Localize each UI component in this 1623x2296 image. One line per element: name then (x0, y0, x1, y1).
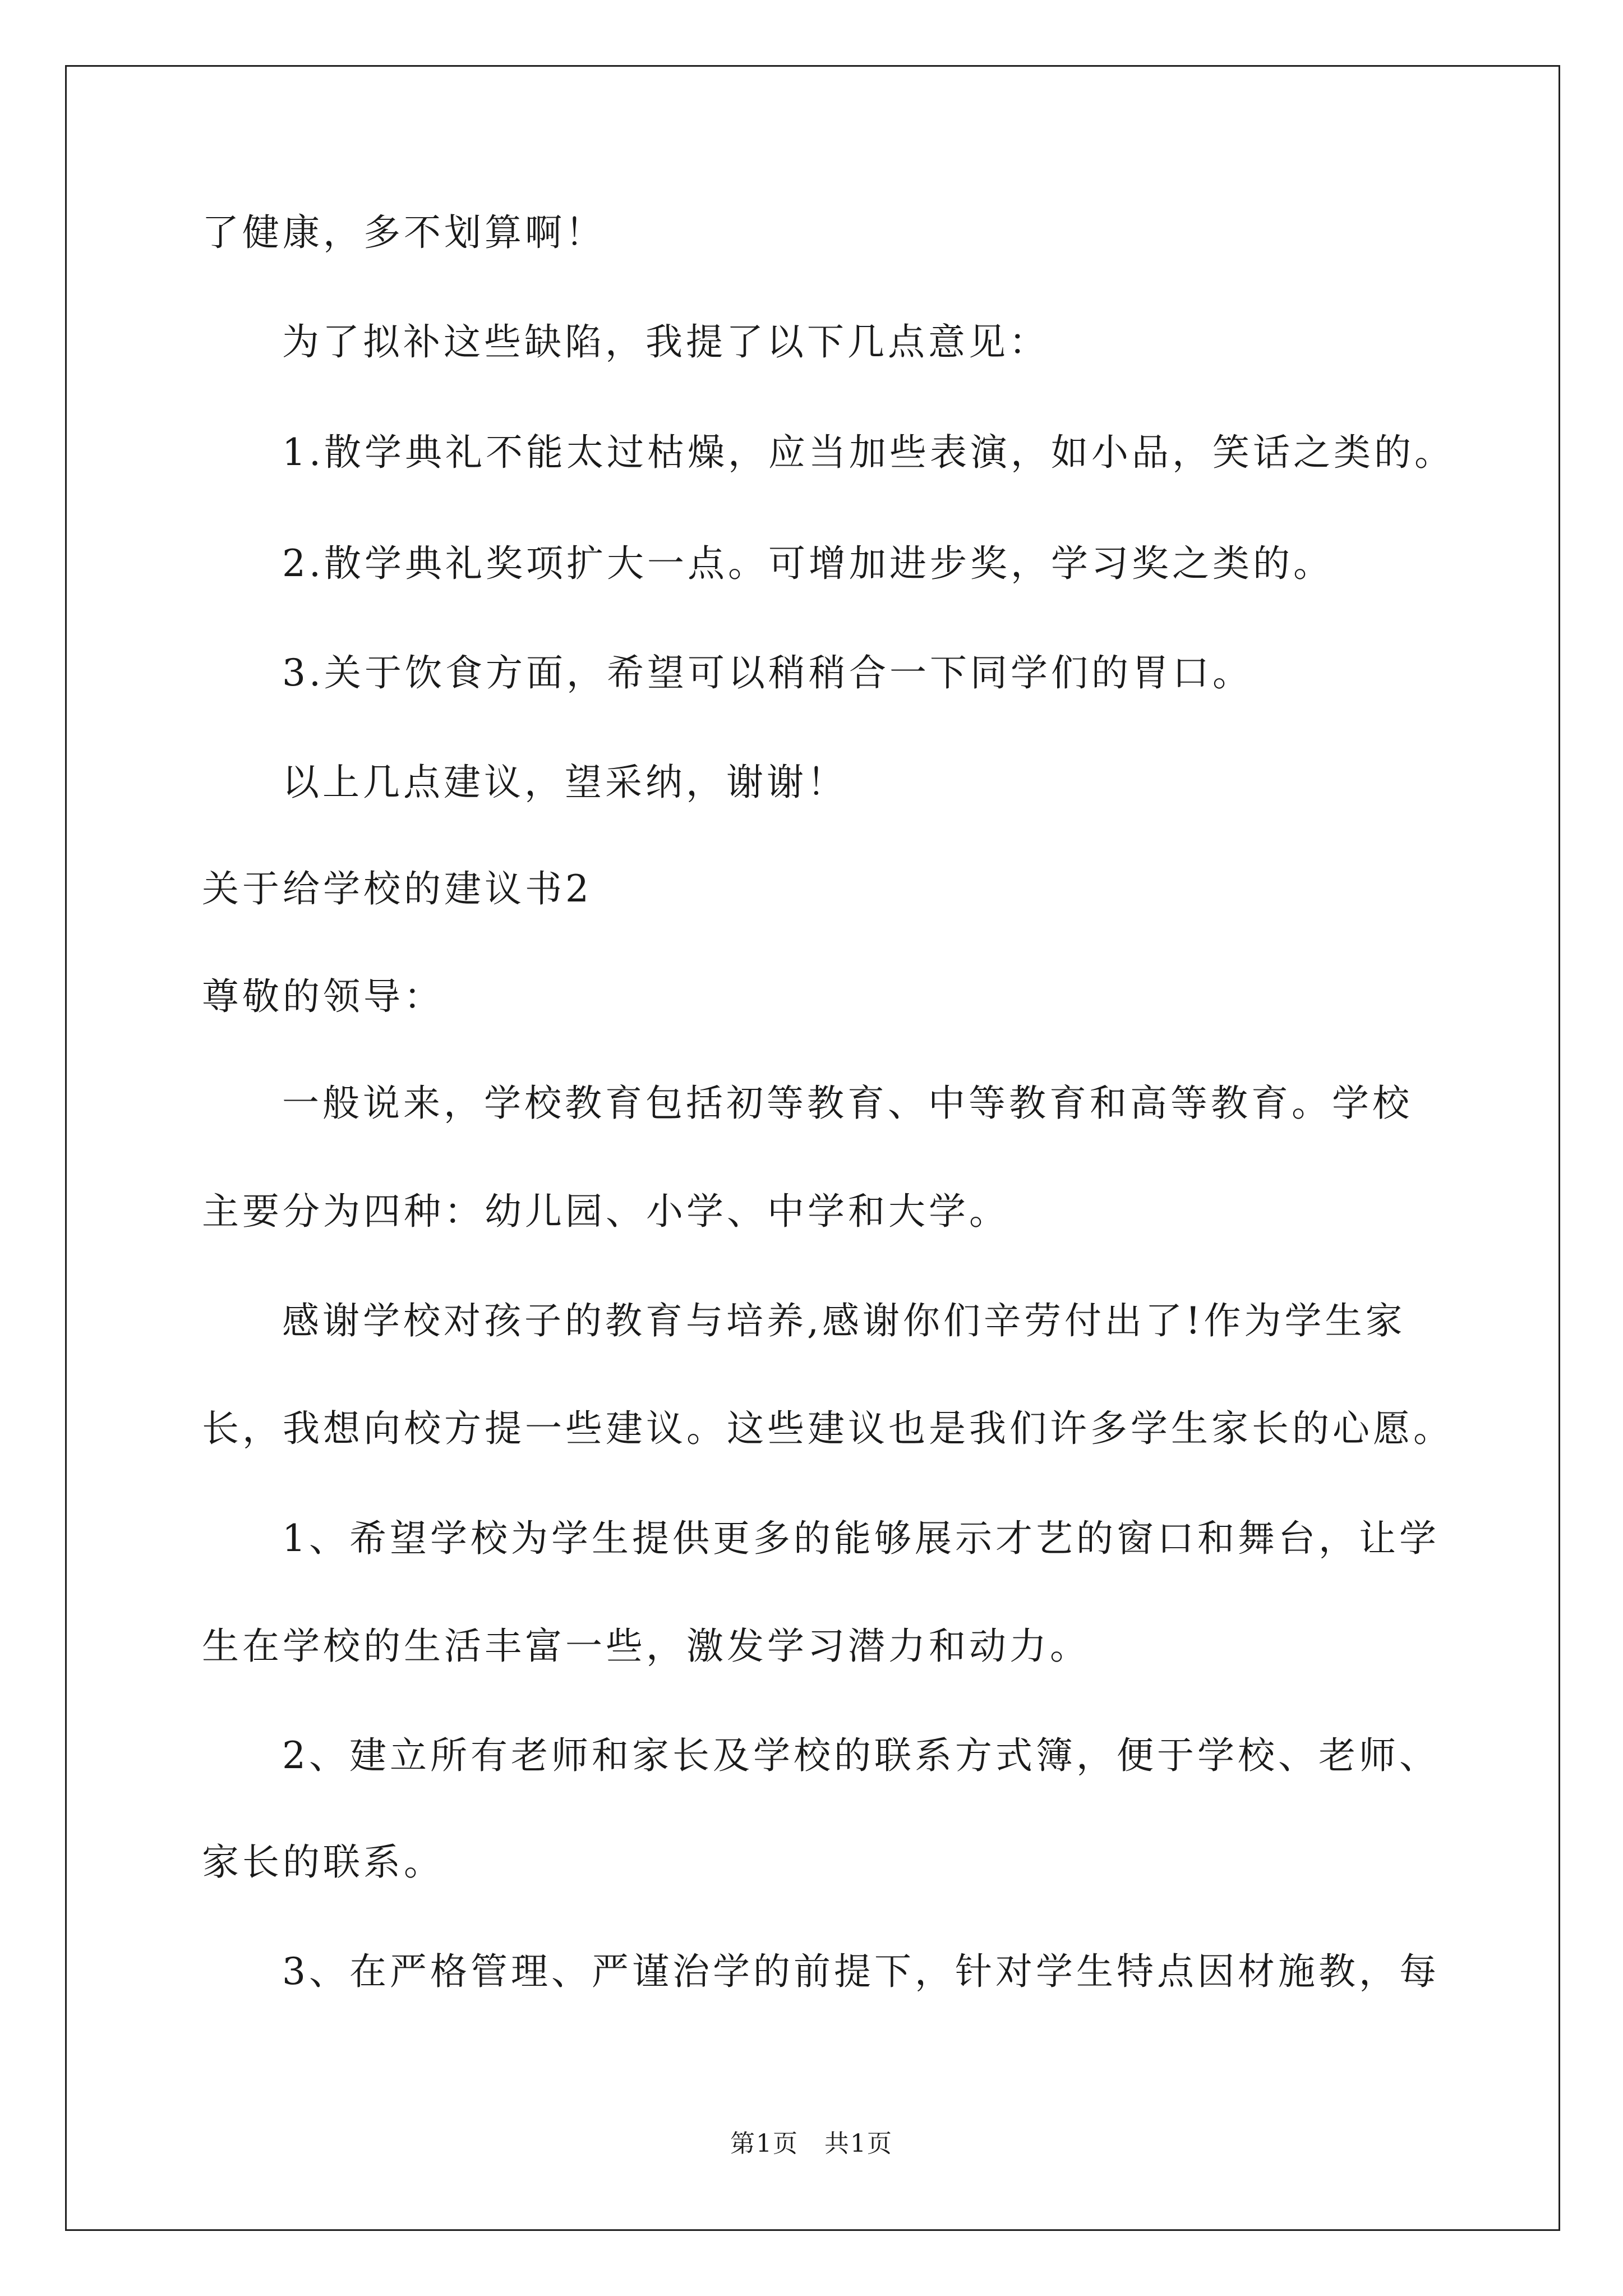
list-item: 家长的联系。 (202, 1841, 444, 1884)
paragraph-line: 一般说来，学校教育包括初等教育、中等教育和高等教育。学校 (282, 1082, 1413, 1125)
list-item: 生在学校的生活丰富一些，激发学习潜力和动力。 (202, 1625, 1090, 1668)
text-line: 了健康，多不划算啊！ (202, 211, 606, 254)
paragraph-line: 为了拟补这些缺陷，我提了以下几点意见： (282, 320, 1049, 364)
list-item: 2、建立所有老师和家长及学校的联系方式簿，便于学校、老师、 (282, 1734, 1440, 1777)
list-item: 1.散学典礼不能太过枯燥，应当加些表演，如小品，笑话之类的。 (282, 431, 1455, 474)
page-number-footer: 第1页 共1页 (730, 2129, 893, 2158)
section-heading: 关于给学校的建议书2 (202, 867, 592, 910)
list-item: 3、在严格管理、严谨治学的前提下，针对学生特点因材施教，每 (282, 1950, 1440, 1993)
list-item: 3.关于饮食方面，希望可以稍稍合一下同学们的胃口。 (282, 651, 1253, 694)
list-item: 2.散学典礼奖项扩大一点。可增加进步奖，学习奖之类的。 (282, 542, 1334, 585)
paragraph-line: 长，我想向校方提一些建议。这些建议也是我们许多学生家长的心愿。 (202, 1407, 1454, 1450)
list-item: 1、希望学校为学生提供更多的能够展示才艺的窗口和舞台，让学 (282, 1517, 1440, 1560)
paragraph-line: 感谢学校对孩子的教育与培养,感谢你们辛劳付出了!作为学生家 (282, 1299, 1406, 1342)
paragraph-line: 主要分为四种：幼儿园、小学、中学和大学。 (202, 1190, 1009, 1233)
salutation: 尊敬的领导： (202, 975, 444, 1018)
page-border (65, 65, 1560, 2231)
paragraph-line: 以上几点建议，望采纳，谢谢！ (282, 761, 847, 804)
